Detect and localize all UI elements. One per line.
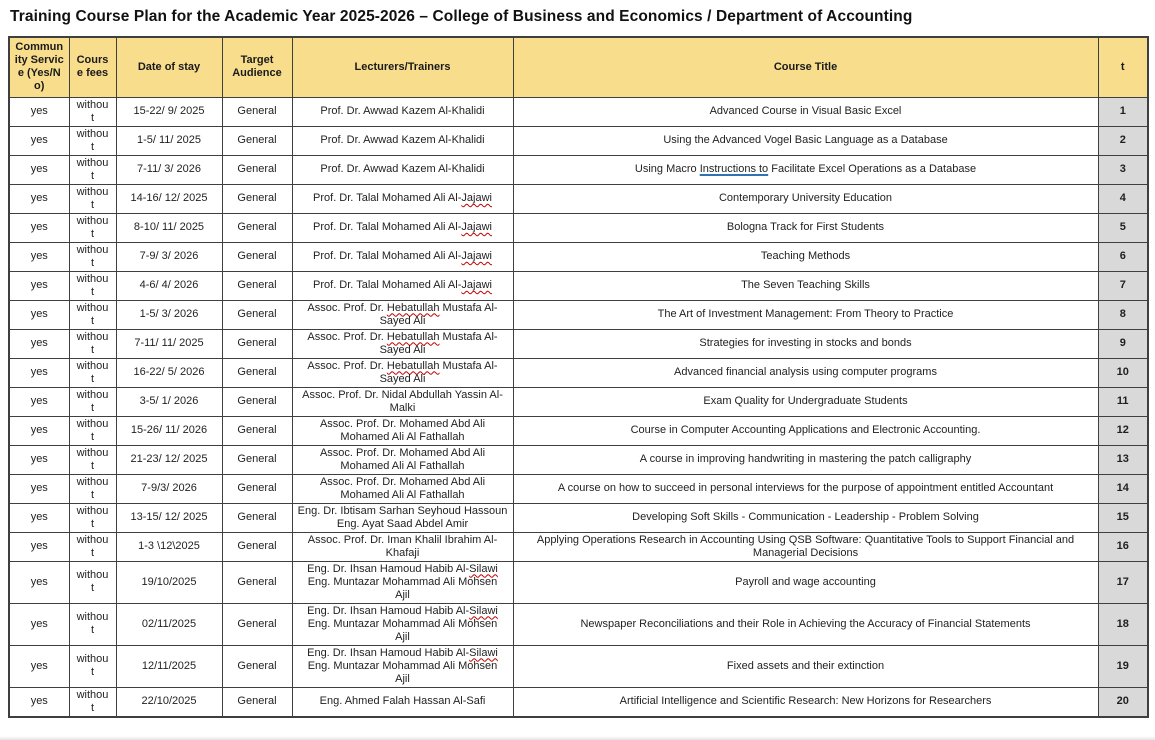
date-of-stay-cell: 7-11/ 3/ 2026	[116, 155, 222, 184]
row-number-cell: 10	[1098, 358, 1148, 387]
table-row	[9, 687, 1148, 717]
target-audience-cell: General	[222, 213, 292, 242]
row-number-cell: 4	[1098, 184, 1148, 213]
spellcheck-underline: Hebatullah	[386, 301, 440, 314]
table-row	[9, 416, 1148, 445]
spellcheck-underline: Silawi	[469, 646, 498, 659]
target-audience-cell: General	[222, 474, 292, 503]
table-row	[9, 387, 1148, 416]
course-title-cell: Using Macro Instructions to Facilitate Excel Operations as a Database	[513, 155, 1098, 184]
course-fees-cell: without	[69, 474, 116, 503]
target-audience-cell: General	[222, 416, 292, 445]
course-title-cell: Course in Computer Accounting Applications and Electronic Accounting.	[513, 416, 1098, 445]
header-t: t	[1098, 37, 1148, 97]
page-edge-shadow	[0, 736, 1155, 740]
community-service-cell: yes	[9, 474, 69, 503]
community-service-cell: yes	[9, 97, 69, 126]
date-of-stay-cell: 19/10/2025	[116, 561, 222, 603]
row-number-cell: 18	[1098, 603, 1148, 645]
community-service-cell: yes	[9, 271, 69, 300]
date-of-stay-cell: 1-5/ 11/ 2025	[116, 126, 222, 155]
community-service-cell: yes	[9, 445, 69, 474]
date-of-stay-cell: 1-3 \12\2025	[116, 532, 222, 561]
course-title-cell: Bologna Track for First Students	[513, 213, 1098, 242]
course-title-cell: Advanced Course in Visual Basic Excel	[513, 97, 1098, 126]
date-of-stay-cell: 02/11/2025	[116, 603, 222, 645]
course-fees-cell: without	[69, 532, 116, 561]
header-lecturers-trainers: Lecturers/Trainers	[292, 37, 513, 97]
course-fees-cell: without	[69, 184, 116, 213]
course-title-cell: Payroll and wage accounting	[513, 561, 1098, 603]
community-service-cell: yes	[9, 687, 69, 717]
date-of-stay-cell: 8-10/ 11/ 2025	[116, 213, 222, 242]
course-fees-cell: without	[69, 300, 116, 329]
row-number-cell: 8	[1098, 300, 1148, 329]
community-service-cell: yes	[9, 603, 69, 645]
date-of-stay-cell: 21-23/ 12/ 2025	[116, 445, 222, 474]
course-title-cell: Strategies for investing in stocks and bonds	[513, 329, 1098, 358]
community-service-cell: yes	[9, 155, 69, 184]
date-of-stay-cell: 14-16/ 12/ 2025	[116, 184, 222, 213]
row-number-cell: 1	[1098, 97, 1148, 126]
course-title-cell: Artificial Intelligence and Scientific Research: New Horizons for Researchers	[513, 687, 1098, 717]
community-service-cell: yes	[9, 300, 69, 329]
date-of-stay-cell: 16-22/ 5/ 2026	[116, 358, 222, 387]
row-number-cell: 5	[1098, 213, 1148, 242]
date-of-stay-cell: 13-15/ 12/ 2025	[116, 503, 222, 532]
row-number-cell: 6	[1098, 242, 1148, 271]
community-service-cell: yes	[9, 387, 69, 416]
community-service-cell: yes	[9, 213, 69, 242]
spellcheck-underline: Jajawi	[461, 221, 492, 233]
target-audience-cell: General	[222, 561, 292, 603]
course-title-cell: Using the Advanced Vogel Basic Language as a Database	[513, 126, 1098, 155]
target-audience-cell: General	[222, 387, 292, 416]
table-row	[9, 329, 1148, 358]
target-audience-cell: General	[222, 503, 292, 532]
community-service-cell: yes	[9, 184, 69, 213]
header-date-of-stay: Date of stay	[116, 37, 222, 97]
community-service-cell: yes	[9, 645, 69, 687]
spellcheck-underline: Jajawi	[461, 192, 492, 204]
row-number-cell: 7	[1098, 271, 1148, 300]
course-title-cell: A course on how to succeed in personal interviews for the purpose of appointment entitled Accountant	[513, 474, 1098, 503]
target-audience-cell: General	[222, 271, 292, 300]
table-row	[9, 271, 1148, 300]
spellcheck-underline: Silawi	[469, 562, 498, 575]
target-audience-cell: General	[222, 329, 292, 358]
course-title-cell: Contemporary University Education	[513, 184, 1098, 213]
target-audience-cell: General	[222, 155, 292, 184]
table-row	[9, 532, 1148, 561]
target-audience-cell: General	[222, 184, 292, 213]
course-title-cell: Advanced financial analysis using computer programs	[513, 358, 1098, 387]
header-target-audience: Target Audience	[222, 37, 292, 97]
spellcheck-underline: Hebatullah	[386, 330, 440, 343]
target-audience-cell: General	[222, 445, 292, 474]
row-number-cell: 16	[1098, 532, 1148, 561]
table-row	[9, 184, 1148, 213]
spellcheck-underline: Jajawi	[461, 250, 492, 262]
lecturers-cell: Assoc. Prof. Dr. Iman Khalil Ibrahim Al- Khafaji	[292, 532, 513, 561]
table-row	[9, 603, 1148, 645]
table-header-row	[9, 37, 1148, 97]
date-of-stay-cell: 3-5/ 1/ 2026	[116, 387, 222, 416]
table-row	[9, 561, 1148, 603]
row-number-cell: 3	[1098, 155, 1148, 184]
target-audience-cell: General	[222, 603, 292, 645]
community-service-cell: yes	[9, 329, 69, 358]
community-service-cell: yes	[9, 126, 69, 155]
lecturers-cell: Eng. Dr. Ihsan Hamoud Habib Al-Silawi Eng. Muntazar Mohammad Ali Mohsen Ajil	[292, 561, 513, 603]
table-row	[9, 358, 1148, 387]
target-audience-cell: General	[222, 242, 292, 271]
row-number-cell: 14	[1098, 474, 1148, 503]
row-number-cell: 9	[1098, 329, 1148, 358]
community-service-cell: yes	[9, 561, 69, 603]
target-audience-cell: General	[222, 126, 292, 155]
course-title-cell: A course in improving handwriting in mastering the patch calligraphy	[513, 445, 1098, 474]
row-number-cell: 13	[1098, 445, 1148, 474]
target-audience-cell: General	[222, 645, 292, 687]
lecturers-cell: Prof. Dr. Talal Mohamed Ali Al-Jajawi	[292, 213, 513, 242]
date-of-stay-cell: 22/10/2025	[116, 687, 222, 717]
course-title-cell: Developing Soft Skills - Communication - Leadership - Problem Solving	[513, 503, 1098, 532]
date-of-stay-cell: 7-11/ 11/ 2025	[116, 329, 222, 358]
table-row	[9, 645, 1148, 687]
community-service-cell: yes	[9, 416, 69, 445]
course-fees-cell: without	[69, 561, 116, 603]
course-title-cell: Fixed assets and their extinction	[513, 645, 1098, 687]
course-fees-cell: without	[69, 503, 116, 532]
date-of-stay-cell: 4-6/ 4/ 2026	[116, 271, 222, 300]
lecturers-cell: Eng. Dr. Ibtisam Sarhan Seyhoud Hassoun Eng. Ayat Saad Abdel Amir	[292, 503, 513, 532]
row-number-cell: 20	[1098, 687, 1148, 717]
target-audience-cell: General	[222, 687, 292, 717]
community-service-cell: yes	[9, 503, 69, 532]
row-number-cell: 2	[1098, 126, 1148, 155]
spellcheck-underline: Silawi	[469, 604, 498, 617]
date-of-stay-cell: 1-5/ 3/ 2026	[116, 300, 222, 329]
date-of-stay-cell: 15-26/ 11/ 2026	[116, 416, 222, 445]
date-of-stay-cell: 7-9/ 3/ 2026	[116, 242, 222, 271]
lecturers-cell: Prof. Dr. Awwad Kazem Al-Khalidi	[292, 97, 513, 126]
table-row	[9, 97, 1148, 126]
course-title-cell: Applying Operations Research in Accounting Using QSB Software: Quantitative Tools to Support Financial and Managerial Decisions	[513, 532, 1098, 561]
course-title-cell: The Seven Teaching Skills	[513, 271, 1098, 300]
course-fees-cell: without	[69, 329, 116, 358]
target-audience-cell: General	[222, 97, 292, 126]
lecturers-cell: Prof. Dr. Talal Mohamed Ali Al-Jajawi	[292, 242, 513, 271]
table-row	[9, 474, 1148, 503]
target-audience-cell: General	[222, 358, 292, 387]
course-fees-cell: without	[69, 645, 116, 687]
lecturers-cell: Assoc. Prof. Dr. Nidal Abdullah Yassin Al- Malki	[292, 387, 513, 416]
course-fees-cell: without	[69, 213, 116, 242]
lecturers-cell: Eng. Ahmed Falah Hassan Al-Safi	[292, 687, 513, 717]
row-number-cell: 15	[1098, 503, 1148, 532]
lecturers-cell: Assoc. Prof. Dr. Mohamed Abd Ali Mohamed Ali Al Fathallah	[292, 445, 513, 474]
community-service-cell: yes	[9, 532, 69, 561]
table-row	[9, 300, 1148, 329]
lecturers-cell: Assoc. Prof. Dr. Mohamed Abd Ali Mohamed Ali Al Fathallah	[292, 474, 513, 503]
course-fees-cell: without	[69, 155, 116, 184]
course-fees-cell: without	[69, 687, 116, 717]
page-title: Training Course Plan for the Academic Year 2025-2026 – College of Business and Economics / Department of Accounting	[10, 8, 913, 25]
row-number-cell: 17	[1098, 561, 1148, 603]
lecturers-cell: Assoc. Prof. Dr. Hebatullah Mustafa Al- Sayed Ali	[292, 300, 513, 329]
lecturers-cell: Eng. Dr. Ihsan Hamoud Habib Al-Silawi Eng. Muntazar Mohammad Ali Mohsen Ajil	[292, 603, 513, 645]
course-title-cell: Newspaper Reconciliations and their Role in Achieving the Accuracy of Financial Statements	[513, 603, 1098, 645]
course-fees-cell: without	[69, 126, 116, 155]
target-audience-cell: General	[222, 300, 292, 329]
course-fees-cell: without	[69, 387, 116, 416]
community-service-cell: yes	[9, 242, 69, 271]
course-title-cell: Teaching Methods	[513, 242, 1098, 271]
table-row	[9, 445, 1148, 474]
lecturers-cell: Prof. Dr. Awwad Kazem Al-Khalidi	[292, 155, 513, 184]
lecturers-cell: Assoc. Prof. Dr. Hebatullah Mustafa Al- Sayed Ali	[292, 329, 513, 358]
course-plan-table	[8, 36, 1149, 718]
course-fees-cell: without	[69, 242, 116, 271]
header-community-service: Community Service (Yes/No)	[9, 37, 69, 97]
course-fees-cell: without	[69, 603, 116, 645]
course-title-cell: Exam Quality for Undergraduate Students	[513, 387, 1098, 416]
row-number-cell: 12	[1098, 416, 1148, 445]
course-fees-cell: without	[69, 445, 116, 474]
table-row	[9, 126, 1148, 155]
course-fees-cell: without	[69, 416, 116, 445]
course-title-cell: The Art of Investment Management: From Theory to Practice	[513, 300, 1098, 329]
lecturers-cell: Assoc. Prof. Dr. Hebatullah Mustafa Al- Sayed Ali	[292, 358, 513, 387]
target-audience-cell: General	[222, 532, 292, 561]
table-row	[9, 213, 1148, 242]
table-row	[9, 155, 1148, 184]
lecturers-cell: Prof. Dr. Talal Mohamed Ali Al-Jajawi	[292, 271, 513, 300]
table-row	[9, 242, 1148, 271]
course-fees-cell: without	[69, 358, 116, 387]
row-number-cell: 11	[1098, 387, 1148, 416]
lecturers-cell: Assoc. Prof. Dr. Mohamed Abd Ali Mohamed Ali Al Fathallah	[292, 416, 513, 445]
course-fees-cell: without	[69, 97, 116, 126]
header-course-title: Course Title	[513, 37, 1098, 97]
spellcheck-underline: Hebatullah	[386, 359, 440, 372]
course-table-body	[9, 97, 1148, 717]
header-course-fees: Course fees	[69, 37, 116, 97]
lecturers-cell: Prof. Dr. Talal Mohamed Ali Al-Jajawi	[292, 184, 513, 213]
date-of-stay-cell: 7-9/3/ 2026	[116, 474, 222, 503]
row-number-cell: 19	[1098, 645, 1148, 687]
date-of-stay-cell: 15-22/ 9/ 2025	[116, 97, 222, 126]
spellcheck-underline: Jajawi	[461, 279, 492, 291]
course-fees-cell: without	[69, 271, 116, 300]
lecturers-cell: Prof. Dr. Awwad Kazem Al-Khalidi	[292, 126, 513, 155]
grammar-underline: Instructions to	[699, 163, 769, 175]
date-of-stay-cell: 12/11/2025	[116, 645, 222, 687]
lecturers-cell: Eng. Dr. Ihsan Hamoud Habib Al-Silawi Eng. Muntazar Mohammad Ali Mohsen Ajil	[292, 645, 513, 687]
table-row	[9, 503, 1148, 532]
community-service-cell: yes	[9, 358, 69, 387]
